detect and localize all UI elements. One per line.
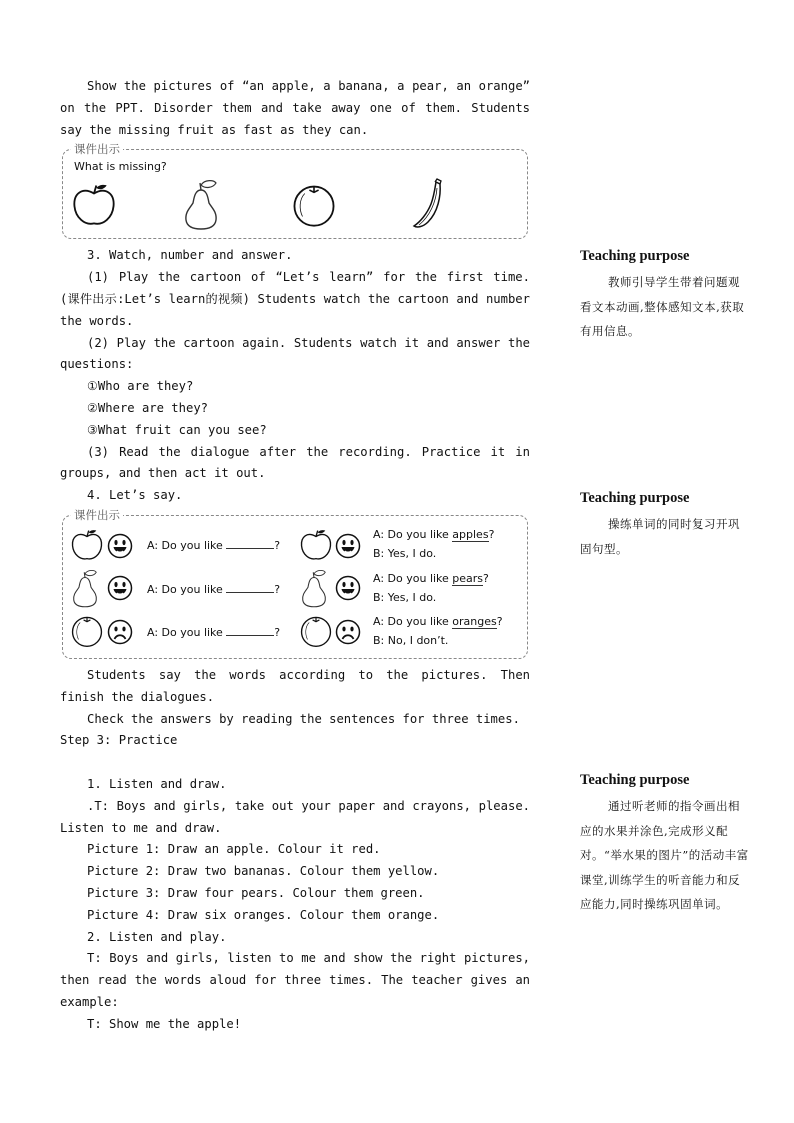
teaching-purpose-3 (580, 772, 750, 917)
courseware-tag: 课件出示 (71, 507, 123, 523)
answer-word: oranges (452, 614, 497, 628)
pear-icon (70, 568, 100, 608)
teaching-purpose-heading: Teaching purpose (580, 248, 690, 264)
answer-blank (226, 625, 274, 636)
practice-t3: T: Show me the apple! (87, 1016, 242, 1031)
dialogue-b: B: Yes, I do. (373, 546, 437, 560)
happy-face-icon (335, 533, 361, 559)
apple-icon (299, 528, 333, 562)
blank-line (60, 752, 530, 774)
courseware-tag: 课件出示 (71, 141, 123, 157)
dialogue-b: B: No, I don’t. (373, 633, 449, 647)
question-mark: ? (274, 625, 281, 639)
lesson-body (60, 76, 530, 1036)
teaching-purpose-text: 通过听老师的指令画出相应的水果并涂色,完成形义配对。“举水果的图片”的活动丰富课堂,训练学生的听音能力和反应能力,同时操练巩固单词。 (580, 799, 749, 911)
orange-icon (70, 614, 104, 648)
sad-face-icon (335, 619, 361, 645)
happy-face-icon (335, 575, 361, 601)
question-left (147, 538, 280, 552)
answer-blank (226, 538, 274, 549)
pear-icon (181, 178, 221, 230)
practice-t1: .T: Boys and girls, take out your paper and crayons, please. Listen to me and draw. (60, 798, 530, 835)
courseware-box-missing (62, 142, 528, 239)
banana-icon (408, 178, 448, 230)
answer-word: pears (452, 571, 484, 585)
teaching-purpose-text: 操练单词的同时复习开巩固句型。 (580, 517, 740, 556)
missing-title: What is missing? (74, 160, 167, 174)
dialogue-a (373, 615, 503, 628)
step-heading-practice: Step 3: Practice (60, 733, 178, 748)
courseware-box-lets-say (62, 507, 528, 659)
step4-heading: 4. Let’s say. (87, 488, 183, 503)
practice-pic2: Picture 2: Draw two bananas. Colour them yellow. (87, 864, 440, 879)
orange-icon (291, 182, 337, 228)
after-box-p2: Check the answers by reading the sentences for three times. (87, 711, 520, 726)
question-left (147, 582, 280, 596)
dialogue-a-prefix: A: Do you like (373, 571, 453, 585)
practice-pic4: Picture 4: Draw six oranges. Colour them orange. (87, 907, 440, 922)
happy-face-icon (107, 533, 133, 559)
question-mark: ? (274, 538, 281, 552)
teaching-purpose-heading: Teaching purpose (580, 490, 690, 506)
question-text: A: Do you like (147, 625, 223, 639)
step3-q1: ①Who are they? (87, 379, 194, 394)
apple-icon (71, 182, 117, 228)
dialogue-a-prefix: A: Do you like (373, 527, 453, 541)
teaching-purpose-2 (580, 490, 750, 561)
practice-h2: 2. Listen and play. (87, 929, 227, 944)
step3-p3: (3) Read the dialogue after the recording. Practice it in groups, and then act it out. (60, 444, 530, 481)
dialogue-a (373, 572, 489, 585)
step3-q3: ③What fruit can you see? (87, 422, 267, 437)
step3-q2: ②Where are they? (87, 400, 208, 415)
after-box-p1: Students say the words according to the pictures. Then finish the dialogues. (60, 667, 530, 704)
dialogue-b: B: Yes, I do. (373, 590, 437, 604)
intro-paragraph: Show the pictures of “an apple, a banana, a pear, an orange” on the PPT. Disorder them and take away one of them. Students say the missing fruit as fast as they can. (60, 79, 530, 137)
step3-heading: 3. Watch, number and answer. (87, 248, 293, 263)
answer-blank (226, 582, 274, 593)
practice-pic1: Picture 1: Draw an apple. Colour it red. (87, 842, 381, 857)
practice-pic3: Picture 3: Draw four pears. Colour them green. (87, 885, 425, 900)
dialogue-a-suffix: ? (488, 527, 495, 541)
teaching-purpose-heading: Teaching purpose (580, 772, 690, 788)
dialogue-a-suffix: ? (483, 571, 489, 585)
dialogue-a (373, 528, 494, 541)
teaching-purpose-1 (580, 248, 750, 344)
step3-p1: (1) Play the cartoon of “Let’s learn” for the first time. (课件出示:Let’s learn的视频) Students watch the cartoon and number the words. (60, 270, 530, 328)
answer-word: apples (452, 527, 489, 541)
sad-face-icon (107, 619, 133, 645)
apple-icon (70, 528, 104, 562)
happy-face-icon (107, 575, 133, 601)
pear-icon (299, 568, 329, 608)
question-text: A: Do you like (147, 538, 223, 552)
practice-t2: T: Boys and girls, listen to me and show the right pictures, then read the words aloud for three times. The teacher gives an example: (60, 951, 530, 1009)
teaching-purpose-text: 教师引导学生带着问题观看文本动画,整体感知文本,获取有用信息。 (580, 275, 745, 338)
question-left (147, 625, 280, 639)
question-text: A: Do you like (147, 582, 223, 596)
question-mark: ? (274, 582, 281, 596)
dialogue-a-prefix: A: Do you like (373, 614, 453, 628)
step3-p2: (2) Play the cartoon again. Students watch it and answer the questions: (60, 335, 530, 372)
orange-icon (299, 614, 333, 648)
practice-h1: 1. Listen and draw. (87, 776, 227, 791)
dialogue-a-suffix: ? (496, 614, 503, 628)
